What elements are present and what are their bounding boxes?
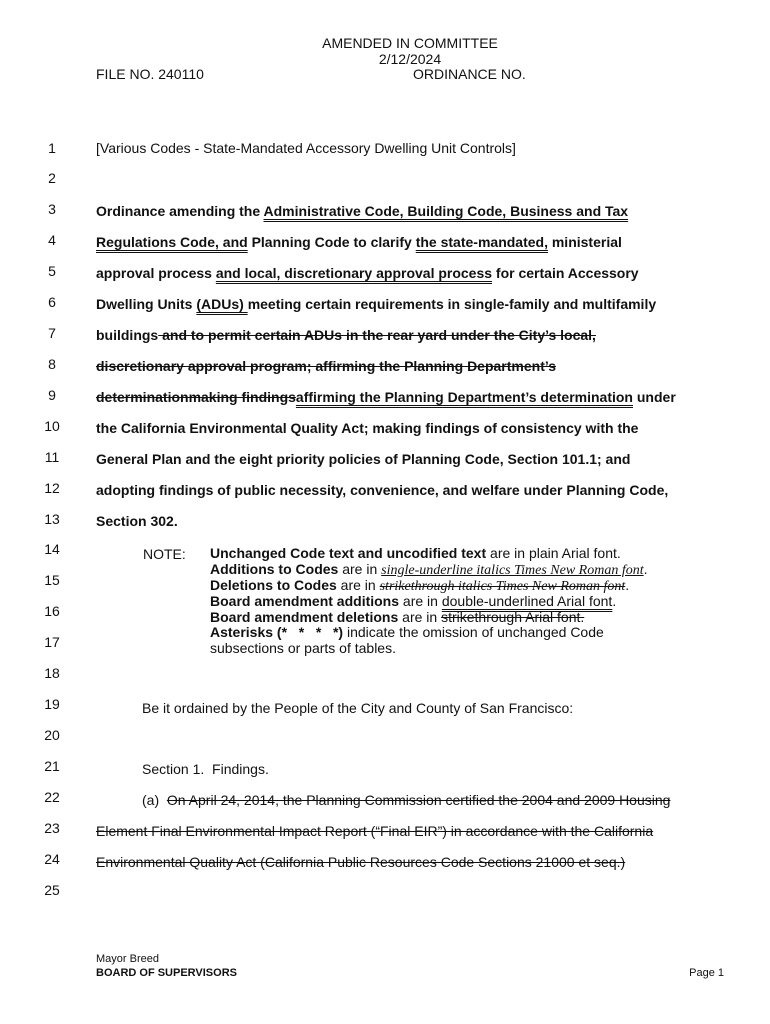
paragraph-label: (a) [142,792,167,808]
note-text: are in [398,609,442,625]
footer-sponsor: Mayor Breed [96,953,159,965]
amended-date: 2/12/2024 [378,51,442,67]
line-number: 2 [48,170,56,186]
line-number: 8 [48,356,56,372]
line-number: 25 [44,882,60,898]
board-addition: (ADUs) [196,296,248,312]
title-line-8 [96,358,556,374]
note-bold: Deletions to Codes [210,577,337,593]
note-label: NOTE: [143,546,186,562]
note-sample: double-underlined Arial font [441,593,613,609]
line-number: 14 [44,541,60,557]
title-line-6 [96,296,656,312]
title-line-3 [96,203,628,219]
ordinance-number: ORDINANCE NO. [413,66,526,82]
title-line-5 [96,265,639,281]
line-number: 9 [48,387,56,403]
line-number: 15 [44,572,60,588]
title-line-9 [96,389,676,405]
title-text: meeting certain requirements in single-family and multifamily [247,296,657,312]
note-text: are in [399,593,442,609]
line-number: 22 [44,789,60,805]
line-number: 16 [44,603,60,619]
line-number: 3 [48,201,56,217]
note-text: are in [336,577,380,593]
line-number: 17 [44,634,60,650]
board-addition: Regulations Code, and [96,234,248,250]
note-line [210,625,604,641]
note-bold: Board amendment additions [210,593,400,609]
amended-status: AMENDED IN COMMITTEE [322,35,498,51]
board-addition: affirming the Planning Department’s determination [295,389,633,405]
paragraph-a-line-3: Environmental Quality Act (California Public Resources Code Sections 21000 et seq.) [96,854,626,870]
note-text: . [625,577,630,593]
line-number: 21 [44,758,60,774]
title-text: Dwelling Units [96,296,197,312]
title-line-12: adopting findings of public necessity, convenience, and welfare under Planning Code, [96,482,669,498]
line-number: 19 [44,696,60,712]
line-number: 18 [44,665,60,681]
line-number: 4 [48,232,56,248]
note-line: subsections or parts of tables. [210,640,396,656]
title-line-4 [96,234,622,250]
board-deletion: and to permit certain ADUs in the rear yard under the City’s local, [158,327,596,343]
paragraph-a-line-1 [142,792,670,808]
note-sample: strikethrough Arial font. [441,609,585,625]
note-sample: strikethrough italics Times New Roman font [379,579,626,594]
note-sample: single-underline italics Times New Roman font [381,563,644,578]
board-addition: and local, discretionary approval process [215,265,493,281]
paragraph-a-line-2: Element Final Environmental Impact Report (“Final EIR”) in accordance with the California [96,823,654,839]
note-text: are in plain Arial font. [486,545,621,561]
title-line-13: Section 302. [96,513,178,529]
board-deletion: discretionary approval program [96,358,307,374]
note-bold: Asterisks (* * * *) [210,624,344,640]
file-number: FILE NO. 240110 [96,66,204,82]
note-text: are in [338,561,382,577]
board-addition: the state-mandated, [415,234,548,250]
title-line-11: General Plan and the eight priority policies of Planning Code, Section 101.1; and [96,451,631,467]
footer-board: BOARD OF SUPERVISORS [96,967,237,979]
title-text: for certain Accessory [492,265,639,281]
title-line-7 [96,327,596,343]
title-text: Planning Code to clarify [247,234,416,250]
note-bold: Unchanged Code text and uncodified text [210,545,487,561]
title-text: Ordinance amending the [96,203,264,219]
line-number: 10 [44,418,60,434]
line-number: 7 [48,325,56,341]
line-number: 11 [44,449,60,465]
note-text: . [643,561,648,577]
note-line [210,594,616,610]
line-number: 20 [44,727,60,743]
line-number: 1 [48,140,56,156]
line-number: 24 [44,851,60,867]
line-number: 6 [48,294,56,310]
board-deletion: determinationmaking findings [96,389,296,405]
title-text: ministerial [547,234,622,250]
note-text: . [612,593,617,609]
line-number: 5 [48,263,56,279]
board-deletion: ; affirming the Planning Department’s [306,358,557,374]
title-text: buildings [96,327,159,343]
subject-line: [Various Codes - State-Mandated Accessory Dwelling Unit Controls] [96,140,516,156]
note-text: indicate the omission of unchanged Code [343,624,604,640]
line-number: 13 [44,511,60,527]
note-bold: Board amendment deletions [210,609,399,625]
board-deletion: On April 24, 2014, the Planning Commission certified the 2004 and 2009 Housing [166,792,671,808]
title-text: under [632,389,676,405]
note-line [210,546,621,562]
board-addition: Administrative Code, Building Code, Business and Tax [263,203,629,219]
note-bold: Additions to Codes [210,561,339,577]
title-line-10: the California Environmental Quality Act; making findings of consistency with the [96,420,639,436]
section-heading: Section 1. Findings. [142,761,269,777]
title-text: approval process [96,265,216,281]
page-number: Page 1 [689,967,724,979]
ordaining-clause: Be it ordained by the People of the City and County of San Francisco: [142,700,574,716]
line-number: 12 [44,480,60,496]
line-number: 23 [44,820,60,836]
